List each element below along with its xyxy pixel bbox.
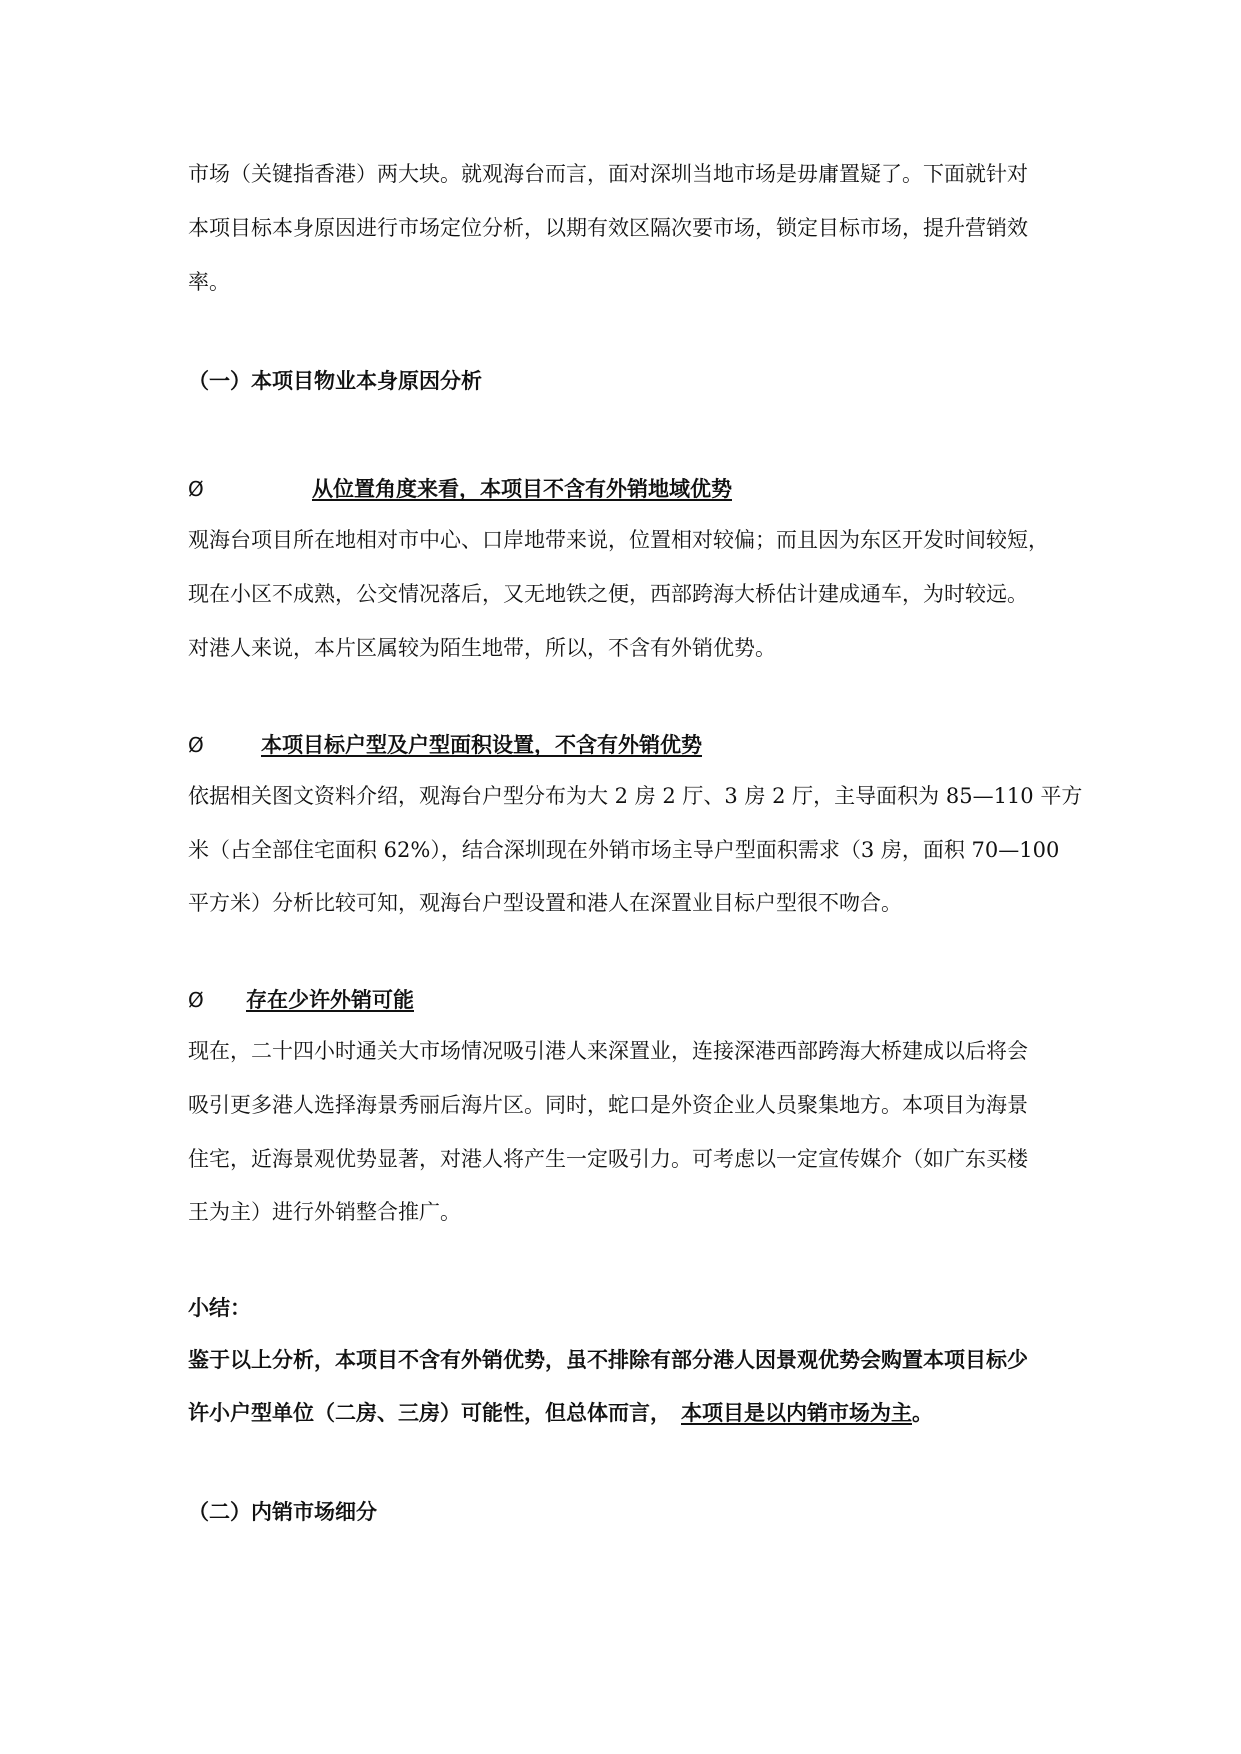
intro-line-2: 本项目标本身原因进行市场定位分析，以期有效区隔次要市场，锁定目标市场，提升营销效 xyxy=(188,216,1028,240)
summary-label: 小结： xyxy=(188,1295,251,1320)
bullet-2-line-1: 依据相关图文资料介绍，观海台户型分布为大 2 房 2 厅、3 房 2 厅，主导面积为 85—110 平方 xyxy=(188,784,1083,808)
summary-line-2-prefix: 许小户型单位（二房、三房）可能性，但总体而言， xyxy=(188,1400,671,1425)
bullet-2-line-2: 米（占全部住宅面积 62%），结合深圳现在外销市场主导户型面积需求（3 房，面积 70—100 xyxy=(188,838,1060,862)
bullet-2-line-3: 平方米）分析比较可知，观海台户型设置和港人在深置业目标户型很不吻合。 xyxy=(188,891,902,915)
bullet-1-title: 从位置角度来看，本项目不含有外销地域优势 xyxy=(312,476,732,501)
summary-line-2 xyxy=(188,1399,933,1427)
summary-emphasis: 本项目是以内销市场为主 xyxy=(681,1400,912,1425)
section-2-heading: （二）内销市场细分 xyxy=(188,1499,377,1524)
summary-line-1: 鉴于以上分析，本项目不含有外销优势，虽不排除有部分港人因景观优势会购置本项目标少 xyxy=(188,1347,1028,1372)
bullet-2-symbol: Ø xyxy=(188,733,204,757)
bullet-3-symbol: Ø xyxy=(188,988,204,1012)
section-1-heading: （一）本项目物业本身原因分析 xyxy=(188,368,482,393)
bullet-3-line-3: 住宅，近海景观优势显著，对港人将产生一定吸引力。可考虑以一定宣传媒介（如广东买楼 xyxy=(188,1147,1028,1171)
bullet-3-line-1: 现在，二十四小时通关大市场情况吸引港人来深置业，连接深港西部跨海大桥建成以后将会 xyxy=(188,1039,1028,1063)
bullet-2-title: 本项目标户型及户型面积设置，不含有外销优势 xyxy=(261,732,702,757)
intro-line-3: 率。 xyxy=(188,270,230,294)
bullet-3-line-4: 王为主）进行外销整合推广。 xyxy=(188,1200,461,1224)
bullet-1-line-2: 现在小区不成熟，公交情况落后，又无地铁之便，西部跨海大桥估计建成通车，为时较远。 xyxy=(188,582,1028,606)
bullet-3-line-2: 吸引更多港人选择海景秀丽后海片区。同时，蛇口是外资企业人员聚集地方。本项目为海景 xyxy=(188,1093,1028,1117)
bullet-1-symbol: Ø xyxy=(188,477,204,501)
bullet-1-line-1: 观海台项目所在地相对市中心、口岸地带来说，位置相对较偏；而且因为东区开发时间较短， xyxy=(188,528,1049,552)
intro-line-1: 市场（关键指香港）两大块。就观海台而言，面对深圳当地市场是毋庸置疑了。下面就针对 xyxy=(188,162,1028,186)
bullet-3-title: 存在少许外销可能 xyxy=(246,987,414,1012)
summary-line-2-suffix: 。 xyxy=(912,1400,933,1425)
bullet-1-line-3: 对港人来说，本片区属较为陌生地带，所以，不含有外销优势。 xyxy=(188,636,776,660)
